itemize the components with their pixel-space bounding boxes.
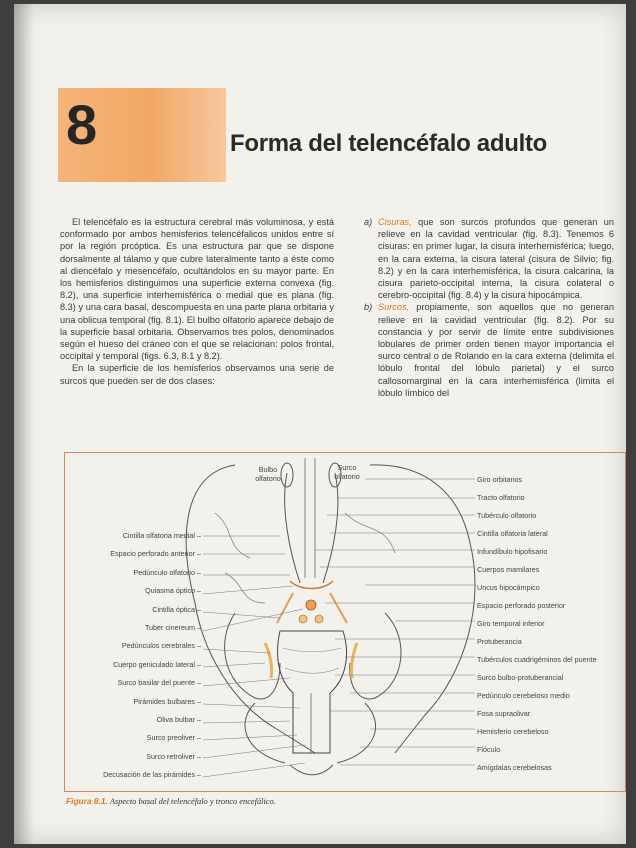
figure-label-right: Flóculo [477, 745, 501, 754]
caption-label: Figura 8.1. [66, 796, 108, 806]
right-peduncle-accent [351, 643, 357, 678]
right-olfactory-tract [323, 473, 338, 583]
chapter-number: 8 [66, 93, 98, 156]
left-hemisphere-outline [186, 465, 315, 753]
figure-label-left: Espacio perforado anterior – [110, 549, 201, 559]
figure-label-right: Tubérculo olfatorio [477, 511, 537, 520]
page [14, 4, 626, 844]
figure-label-left: Tuber cinereum – [144, 623, 201, 632]
figure-label-right: Giro temporal inferior [477, 619, 545, 628]
figure-label-right: Hemisferio cerebeloso [477, 727, 549, 736]
list-marker: a) [364, 217, 373, 227]
figure-label-right: Tubérculos cuadrigéminos del puente [477, 655, 597, 664]
list-item-text: que son surcos profundos que generan un relieve en la cavidad ventricular (fig. 8.3). Tenemos 6 cisuras: en primer lugar, la cisura interhemisférica; luego, en la cara externa, la cisura lateral (cisura de Silvio; fig. 8.2) y en la cara interhemisférica, la cisura calcarina, la cisura parieto-occipital interna, la cisura colateral o cerebro-occipital (fig. 8.4) y la cisura hipocámpica. [378, 217, 614, 301]
figure-label-left: Pedúnculo olfatorio – [133, 567, 201, 577]
chapter-title: Forma del telencéfalo adulto [230, 130, 547, 157]
left-temporal-lobe [225, 613, 280, 699]
figure-label-right: Pedúnculo cerebeloso medio [477, 691, 570, 700]
right-hemisphere-outline [370, 465, 475, 753]
paragraph-2: En la superficie de los hemisferios observamos una serie de surcos que pueden ser de dos clases: [60, 363, 334, 386]
label-surco-olfatorio: Surco olfatorio [334, 463, 360, 481]
figure-label-right: Amígdalas cerebelosas [477, 763, 552, 772]
list-item-body [378, 216, 614, 301]
keyword: Surcos, [378, 302, 410, 313]
figure-frame [64, 452, 626, 792]
figure-label-left: Pirámides bulbares – [133, 696, 201, 706]
label-bulbo-olfatorio: Bulbo olfatorio [255, 465, 281, 483]
figure-label-right: Fosa supraolivar [477, 709, 531, 718]
figure-label-left: Cuerpo geniculado lateral – [113, 659, 201, 669]
interhemispheric-fissure [305, 458, 315, 578]
right-column [364, 216, 614, 399]
figure-label-left: Oliva bulbar – [156, 715, 201, 724]
keyword: Cisuras, [378, 217, 412, 227]
figure-label-right: Infundíbulo hipofisario [477, 547, 548, 556]
figure-label-left: Surco preoliver – [146, 733, 201, 743]
mamillary-body-right [315, 615, 323, 623]
figure-label-right: Giro orbitarios [477, 475, 523, 484]
figure-label-right: Uncus hipocámpico [477, 583, 540, 592]
infundibulum [306, 600, 316, 610]
list-item-body [378, 301, 614, 399]
figure-label-left: Surco retroliver – [146, 751, 201, 761]
left-peduncle-accent [265, 643, 272, 678]
left-olfactory-tract [285, 473, 300, 583]
figure-label-right: Cintilla olfatoria lateral [477, 529, 548, 538]
right-leader-lines [315, 479, 475, 765]
figure-label-left: Pedúnculos cerebrales – [121, 641, 201, 651]
cerebellum [245, 703, 376, 763]
left-leader-lines [203, 536, 305, 777]
pons-striations [283, 648, 341, 673]
figure-label-right: Surco bulbo-protuberancial [477, 673, 564, 682]
figure-label-left: Surco basilar del puente – [117, 678, 201, 688]
paragraph-1: El telencéfalo es la estructura cerebral más voluminosa, y está conformado por ambos hemisferios telencéfalicos unidos entre sí por la región prcóptica. Es una estructura par que se dispone dorsalmente al tálamo y que cubre lateralmente tanto a éste como al diencéfalo y mesencéfalo, ocultándolos en su mayor parte. En los hemisferios distinguimos una superficie externa convexa (fig. 8.2), una superficie interhemisférica o medial que es plana (fig. 8.3) y una cara basal, descompuesta en una parte plana orbitaria y una oblicua temporal (fig. 8.1). El bulbo olfatorio aparece debajo de la superficie basal orbitaria. Observamos tres polos, denominados según el hueso del cráneo con el que se relacionan: polos frontal, occipital y temporal (figs. 6.3, 8.1 y 8.2). [60, 217, 334, 362]
page-shadow [14, 4, 34, 844]
list-item [364, 301, 614, 399]
right-temporal-lobe [350, 613, 401, 699]
medulla-base [290, 765, 333, 775]
figure-label-right: Protuberancia [477, 637, 522, 646]
figure-label-right: Cuerpos mamilares [477, 565, 540, 574]
list-marker: b) [364, 302, 373, 313]
figure-label-left: Decusación de las pirámides – [103, 770, 201, 780]
figure-label-right: Tracto olfatorio [477, 493, 525, 502]
caption-text: Aspecto basal del telencéfalo y tronco encefálico. [107, 797, 276, 806]
figure-caption [66, 796, 276, 806]
figure-label-right: Espacio perforado posterior [477, 601, 566, 610]
mamillary-body-left [299, 615, 307, 623]
figure-label-left: Cintilla óptica – [152, 604, 201, 614]
optic-chiasm [290, 581, 333, 589]
figure-label-left: Quiasma óptico – [145, 586, 201, 596]
left-column [60, 216, 334, 387]
figure-label-left: Cintilla olfatoria medial – [122, 531, 201, 540]
list-item [364, 216, 614, 301]
list-item-text: propiamente, son aquellos que no generan relieve en la cavidad ventricular (fig. 8.2). Por su constancia y por servir de límite entre subdivisiones lobulares de primer orden tienen mayor importancia el surco central o de Rolando en la cara externa (delimita el lóbulo frontal del lóbulo parietal) y el surco callosomarginal en la cara interhemisférica (limita el lóbulo límbico del [378, 302, 614, 398]
